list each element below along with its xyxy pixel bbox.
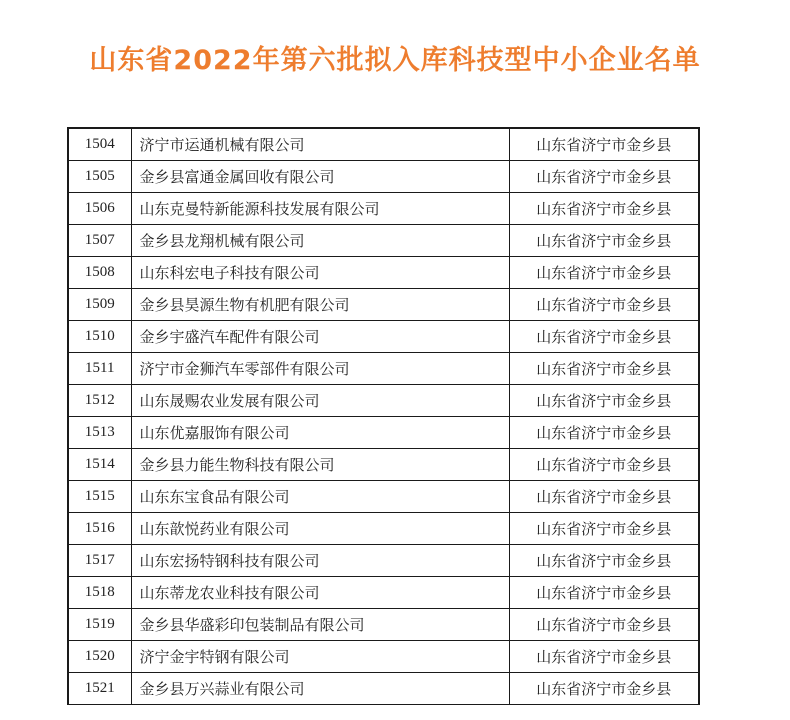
company-name-cell: 山东歆悦药业有限公司 (131, 513, 509, 545)
region-cell: 山东省济宁市金乡县 (509, 609, 699, 641)
table-row (68, 513, 699, 545)
region-cell: 山东省济宁市金乡县 (509, 449, 699, 481)
row-number-cell: 1506 (68, 193, 131, 225)
region-cell: 山东省济宁市金乡县 (509, 641, 699, 673)
region-cell: 山东省济宁市金乡县 (509, 577, 699, 609)
company-name-cell: 济宁金宇特钢有限公司 (131, 641, 509, 673)
row-number-cell: 1521 (68, 673, 131, 705)
company-name-cell: 金乡宇盛汽车配件有限公司 (131, 321, 509, 353)
company-name-cell: 金乡县昊源生物有机肥有限公司 (131, 289, 509, 321)
row-number-cell: 1516 (68, 513, 131, 545)
table-row (68, 353, 699, 385)
row-number-cell: 1507 (68, 225, 131, 257)
table-row (68, 417, 699, 449)
row-number-cell: 1509 (68, 289, 131, 321)
region-cell: 山东省济宁市金乡县 (509, 513, 699, 545)
company-name-cell: 金乡县华盛彩印包装制品有限公司 (131, 609, 509, 641)
company-name-cell: 济宁市运通机械有限公司 (131, 128, 509, 161)
region-cell: 山东省济宁市金乡县 (509, 225, 699, 257)
row-number-cell: 1505 (68, 161, 131, 193)
company-name-cell: 济宁市金狮汽车零部件有限公司 (131, 353, 509, 385)
company-list-table-container (67, 127, 698, 705)
company-name-cell: 金乡县力能生物科技有限公司 (131, 449, 509, 481)
row-number-cell: 1508 (68, 257, 131, 289)
row-number-cell: 1512 (68, 385, 131, 417)
row-number-cell: 1520 (68, 641, 131, 673)
table-row (68, 385, 699, 417)
page-title: 山东省2022年第六批拟入库科技型中小企业名单 (89, 45, 701, 76)
region-cell: 山东省济宁市金乡县 (509, 673, 699, 705)
table-row (68, 128, 699, 161)
region-cell: 山东省济宁市金乡县 (509, 289, 699, 321)
company-list-table (67, 127, 700, 705)
row-number-cell: 1504 (68, 128, 131, 161)
company-name-cell: 山东科宏电子科技有限公司 (131, 257, 509, 289)
company-name-cell: 山东宏扬特钢科技有限公司 (131, 545, 509, 577)
row-number-cell: 1519 (68, 609, 131, 641)
table-row (68, 161, 699, 193)
row-number-cell: 1517 (68, 545, 131, 577)
company-name-cell: 山东东宝食品有限公司 (131, 481, 509, 513)
table-row (68, 289, 699, 321)
row-number-cell: 1511 (68, 353, 131, 385)
row-number-cell: 1513 (68, 417, 131, 449)
table-row (68, 673, 699, 705)
table-row (68, 609, 699, 641)
table-row (68, 193, 699, 225)
region-cell: 山东省济宁市金乡县 (509, 321, 699, 353)
table-row (68, 577, 699, 609)
row-number-cell: 1515 (68, 481, 131, 513)
row-number-cell: 1518 (68, 577, 131, 609)
table-row (68, 449, 699, 481)
table-row (68, 641, 699, 673)
table-row (68, 321, 699, 353)
company-name-cell: 金乡县龙翔机械有限公司 (131, 225, 509, 257)
company-name-cell: 山东蒂龙农业科技有限公司 (131, 577, 509, 609)
company-name-cell: 山东晟赐农业发展有限公司 (131, 385, 509, 417)
table-row (68, 545, 699, 577)
table-body (68, 128, 699, 705)
row-number-cell: 1514 (68, 449, 131, 481)
region-cell: 山东省济宁市金乡县 (509, 193, 699, 225)
table-row (68, 481, 699, 513)
region-cell: 山东省济宁市金乡县 (509, 128, 699, 161)
company-name-cell: 山东克曼特新能源科技发展有限公司 (131, 193, 509, 225)
company-name-cell: 金乡县万兴蒜业有限公司 (131, 673, 509, 705)
region-cell: 山东省济宁市金乡县 (509, 385, 699, 417)
region-cell: 山东省济宁市金乡县 (509, 481, 699, 513)
company-name-cell: 山东优嘉服饰有限公司 (131, 417, 509, 449)
table-row (68, 257, 699, 289)
region-cell: 山东省济宁市金乡县 (509, 545, 699, 577)
region-cell: 山东省济宁市金乡县 (509, 417, 699, 449)
region-cell: 山东省济宁市金乡县 (509, 161, 699, 193)
region-cell: 山东省济宁市金乡县 (509, 353, 699, 385)
region-cell: 山东省济宁市金乡县 (509, 257, 699, 289)
row-number-cell: 1510 (68, 321, 131, 353)
table-row (68, 225, 699, 257)
company-name-cell: 金乡县富通金属回收有限公司 (131, 161, 509, 193)
